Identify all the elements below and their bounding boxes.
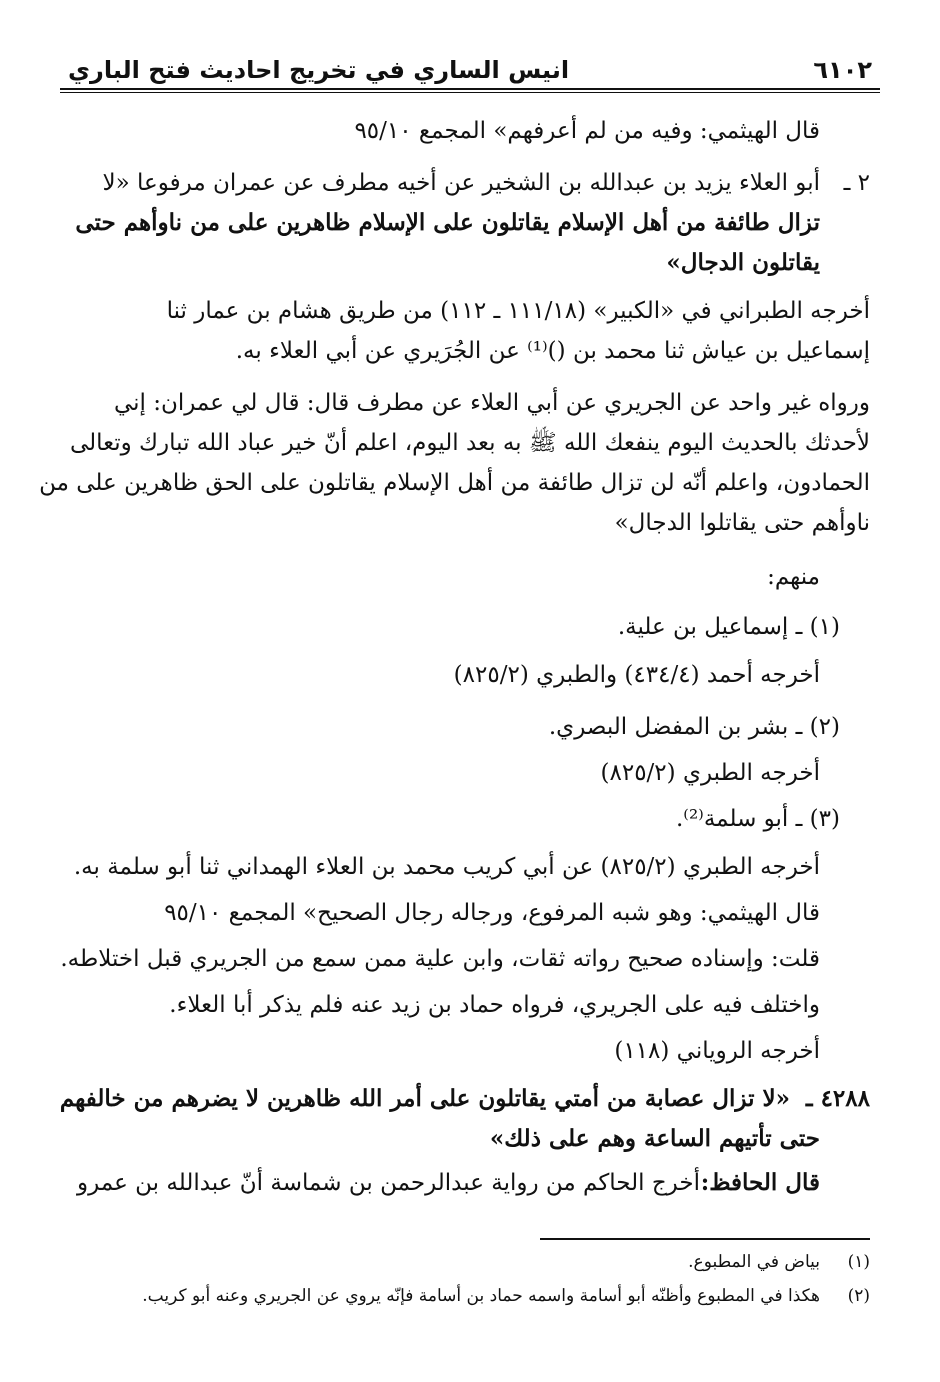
list-item: (٣) ـ أبو سلمة⁽²⁾. (675, 806, 840, 832)
body-line: قال الهيثمي: وفيه من لم أعرفهم» المجمع ٩٥/١٠ (354, 118, 820, 144)
body-line: قلت: وإسناده صحيح رواته ثقات، وابن علية ممن سمع من الجريري قبل اختلاطه. (60, 946, 820, 972)
body-line: أخرج الحاكم من رواية عبدالرحمن بن شماسة أنّ عبدالله بن عمرو (77, 1170, 700, 1196)
hafiz-label: قال الحافظ: (700, 1169, 820, 1196)
footnote-rule (540, 1238, 870, 1240)
body-line: أخرجه الطبراني في «الكبير» (١١١/١٨ ـ ١١٢) من طريق هشام بن عمار ثنا (166, 298, 870, 324)
footnote-number: (٢) (847, 1286, 870, 1306)
body-line: أبو العلاء يزيد بن عبدالله بن الشخير عن أخيه مطرف عن عمران مرفوعا «لا (102, 170, 820, 196)
body-line: ناوأهم حتى يقاتلوا الدجال» (614, 510, 870, 536)
body-line: الحمادون، واعلم أنّه لن تزال طائفة من أهل الإسلام يقاتلون على الحق ظاهرين على من (39, 470, 870, 496)
body-line: لأحدثك بالحديث اليوم ينفعك الله ﷺ به بعد اليوم، اعلم أنّ خير عباد الله تبارك وتعالى (69, 430, 870, 456)
footnote-text: بياض في المطبوع. (688, 1252, 820, 1272)
list-item: (١) ـ إسماعيل بن علية. (617, 614, 840, 640)
body-line: واختلف فيه على الجريري، فرواه حماد بن زيد عنه فلم يذكر أبا العلاء. (169, 992, 820, 1018)
header-rule (60, 88, 880, 90)
body-line: أخرجه أحمد (٤٣٤/٤) والطبري (٨٢٥/٢) (453, 662, 820, 688)
hadith-text: تزال طائفة من أهل الإسلام يقاتلون على الإسلام ظاهرين على من ناوأهم حتى (75, 209, 820, 236)
hadith-text: «لا تزال عصابة من أمتي يقاتلون على أمر الله ظاهرين لا يضرهم من خالفهم (59, 1085, 790, 1112)
body-line: إسماعيل بن عياش ثنا محمد بن ()⁽¹⁾ عن الجُرَيري عن أبي العلاء به. (235, 338, 870, 364)
header-rule-thin (60, 92, 880, 93)
hadith-text: يقاتلون الدجال» (666, 249, 820, 276)
body-line: أخرجه الطبري (٨٢٥/٢) عن أبي كريب محمد بن العلاء الهمداني ثنا أبو سلمة به. (73, 854, 820, 880)
footnote-number: (١) (847, 1252, 870, 1272)
footnote-text: هكذا في المطبوع وأظنّه أبو أسامة واسمه حماد بن أسامة فإنّه يروي عن الجريري وعنه أبو كريب. (142, 1286, 820, 1306)
page-number: ٦١٠٢ (813, 56, 872, 84)
list-item: (٢) ـ بشر بن المفضل البصري. (548, 714, 840, 740)
body-line: ورواه غير واحد عن الجريري عن أبي العلاء عن مطرف قال: قال لي عمران: إني (113, 390, 870, 416)
body-line: أخرجه الطبري (٨٢٥/٢) (600, 760, 820, 786)
body-line: أخرجه الروياني (١١٨) (614, 1038, 820, 1064)
body-line: منهم: (767, 564, 820, 590)
entry-number: ٤٢٨٨ ـ (805, 1085, 870, 1112)
entry-number: ٢ ـ (843, 170, 870, 196)
book-title: انيس الساري في تخريج احاديث فتح الباري (68, 56, 570, 84)
running-header (60, 52, 880, 88)
hadith-text: حتى تأتيهم الساعة وهم على ذلك» (489, 1125, 820, 1152)
body-line: قال الهيثمي: وهو شبه المرفوع، ورجاله رجال الصحيح» المجمع ٩٥/١٠ (164, 900, 820, 926)
